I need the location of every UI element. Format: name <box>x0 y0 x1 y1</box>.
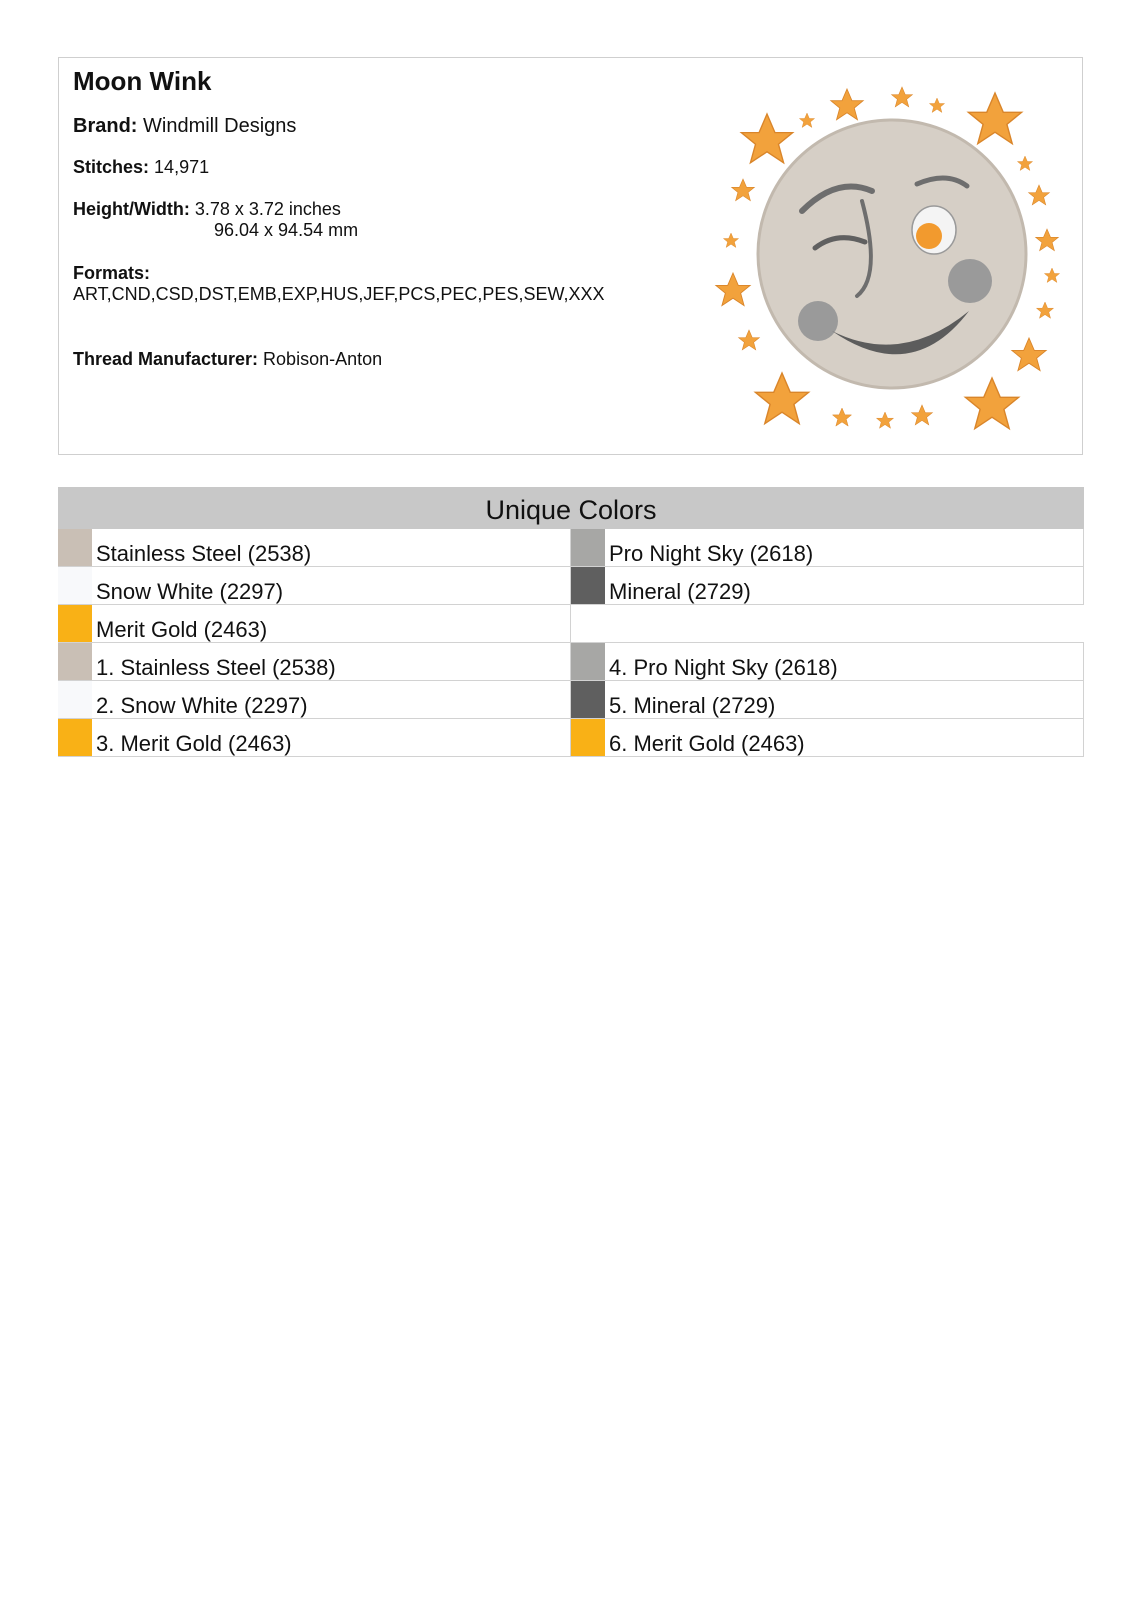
color-name: Pro Night Sky (2618) <box>609 541 814 566</box>
unique-colors-table <box>58 487 1084 756</box>
color-swatch <box>571 567 605 604</box>
color-row <box>58 567 571 605</box>
color-name: Snow White (2297) <box>96 579 284 604</box>
color-swatch <box>58 605 92 642</box>
color-row <box>58 529 571 567</box>
sequence-row <box>58 681 571 719</box>
color-swatch <box>571 643 605 680</box>
formats-label: Formats: <box>73 263 151 283</box>
sequence-row <box>58 719 571 757</box>
color-name: Merit Gold (2463) <box>96 617 268 642</box>
color-row <box>58 605 571 643</box>
color-swatch <box>58 567 92 604</box>
color-name: Stainless Steel (2538) <box>96 541 312 566</box>
sequence-color-name: 4. Pro Night Sky (2618) <box>609 655 838 680</box>
color-name: Mineral (2729) <box>609 579 751 604</box>
sequence-color-name: 2. Snow White (2297) <box>96 693 308 718</box>
thread-manufacturer-row <box>73 349 382 370</box>
height-width-mm: 96.04 x 94.54 mm <box>214 220 359 240</box>
height-width-row <box>73 199 359 240</box>
color-swatch <box>571 529 605 566</box>
unique-colors-header: Unique Colors <box>58 487 1084 529</box>
stitches-value: 14,971 <box>154 157 210 177</box>
color-row <box>571 529 1084 567</box>
empty-color-cell <box>571 605 1084 643</box>
sequence-color-name: 3. Merit Gold (2463) <box>96 731 292 756</box>
stitches-row <box>73 157 209 178</box>
color-swatch <box>571 719 605 756</box>
brand-value: Windmill Designs <box>143 115 297 137</box>
color-swatch <box>58 529 92 566</box>
thread-manufacturer-label: Thread Manufacturer: <box>73 349 259 369</box>
brand-row <box>73 115 296 138</box>
sequence-row <box>571 643 1084 681</box>
stitches-label: Stitches: <box>73 157 150 177</box>
sequence-color-name: 1. Stainless Steel (2538) <box>96 655 336 680</box>
color-swatch <box>571 681 605 718</box>
sequence-row <box>58 643 571 681</box>
moon-wink-design-image <box>707 66 1077 446</box>
color-swatch <box>58 719 92 756</box>
color-swatch <box>58 643 92 680</box>
thread-manufacturer-value: Robison-Anton <box>263 349 383 369</box>
design-info-card <box>58 57 1083 455</box>
color-swatch <box>58 681 92 718</box>
sequence-row <box>571 681 1084 719</box>
sequence-color-name: 6. Merit Gold (2463) <box>609 731 805 756</box>
sequence-row <box>571 719 1084 757</box>
sequence-color-name: 5. Mineral (2729) <box>609 693 776 718</box>
formats-list: ART,CND,CSD,DST,EMB,EXP,HUS,JEF,PCS,PEC,PES,SEW,XXX <box>73 284 605 304</box>
color-row <box>571 567 1084 605</box>
brand-label: Brand: <box>73 115 138 137</box>
height-width-inches: 3.78 x 3.72 inches <box>194 199 341 219</box>
design-title: Moon Wink <box>73 66 212 96</box>
height-width-label: Height/Width: <box>73 199 190 219</box>
